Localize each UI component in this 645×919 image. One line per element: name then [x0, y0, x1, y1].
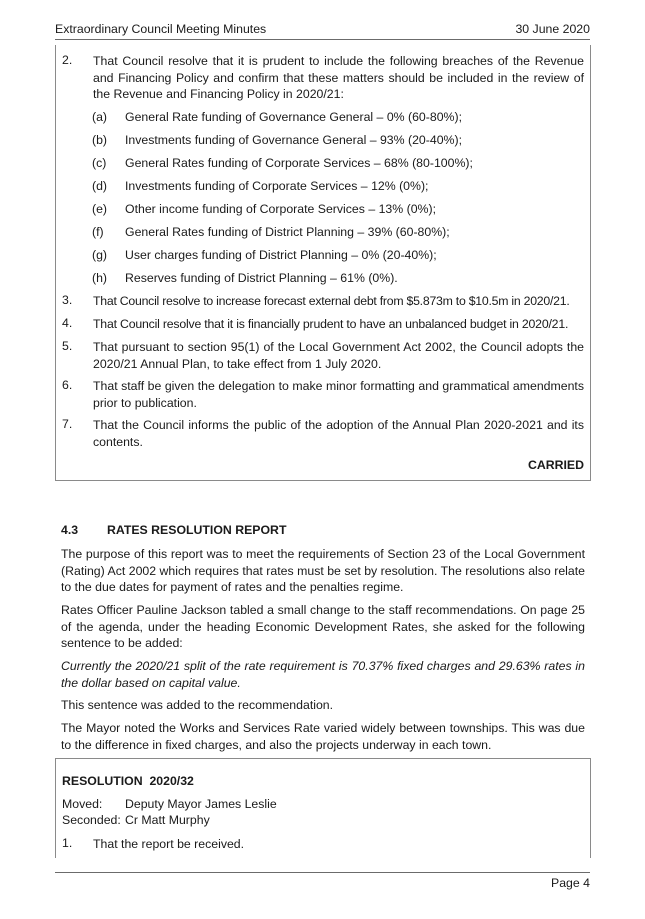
item-text: That Council resolve that it is financially prudent to have an unbalanced budget in 2020/21.	[93, 317, 569, 331]
sub-item-text: Other income funding of Corporate Services – 13% (0%);	[125, 202, 436, 216]
item-text: That pursuant to section 95(1) of the Local Government Act 2002, the Council adopts the 2020/21 Annual Plan, to take effect from 1 July 2020.	[93, 340, 584, 371]
item-number: 2.	[62, 53, 73, 67]
moved-row	[62, 797, 277, 811]
resolution-box-previous	[55, 45, 591, 481]
sub-item-text: Investments funding of Corporate Services – 12% (0%);	[125, 179, 429, 193]
sub-item-text: General Rates funding of Corporate Services – 68% (80-100%);	[125, 156, 473, 170]
sub-item-text: General Rate funding of Governance General – 0% (60-80%);	[125, 110, 462, 124]
sub-item	[92, 270, 584, 287]
section-title: RATES RESOLUTION REPORT	[107, 523, 287, 537]
resolution-item	[62, 316, 584, 333]
sub-item-letter: (c)	[92, 156, 107, 170]
quoted-sentence: Currently the 2020/21 split of the rate requirement is 70.37% fixed charges and 29.63% rates in the dollar based on capital value.	[61, 659, 585, 690]
item-number: 5.	[62, 339, 73, 353]
section-number: 4.3	[61, 523, 79, 537]
sub-item-letter: (d)	[92, 179, 108, 193]
sub-item	[92, 155, 584, 172]
item-number: 1.	[62, 836, 73, 850]
item-number: 6.	[62, 378, 73, 392]
sub-item-text: General Rates funding of District Planning – 39% (60-80%);	[125, 225, 450, 239]
sub-item	[92, 178, 584, 195]
item-text: That Council resolve that it is prudent to include the following breaches of the Revenue and Financing Policy and confirm that these matters should be included in the review of the Revenue and Financing Policy in 2020/21:	[93, 54, 584, 101]
paragraph: This sentence was added to the recommendation.	[61, 698, 334, 712]
sub-item	[92, 132, 584, 149]
moved-value: Deputy Mayor James Leslie	[125, 797, 277, 811]
seconded-value: Cr Matt Murphy	[125, 813, 210, 827]
item-text: That the report be received.	[93, 837, 245, 851]
item-number: 4.	[62, 316, 73, 330]
sub-item-letter: (g)	[92, 248, 108, 262]
sub-item-letter: (h)	[92, 271, 108, 285]
page-number: Page 4	[551, 876, 590, 890]
carried-label: CARRIED	[527, 458, 584, 472]
seconded-label: Seconded:	[62, 813, 121, 827]
resolution-item	[62, 378, 584, 411]
sub-item	[92, 247, 584, 264]
paragraph: The Mayor noted the Works and Services Rate varied widely between townships. This was due to the difference in fixed charges, and also the projects underway in each town.	[61, 721, 585, 752]
item-text: That Council resolve to increase forecast external debt from $5.873m to $10.5m in 2020/21.	[93, 294, 570, 308]
seconded-row	[62, 813, 210, 827]
resolution-item	[62, 293, 584, 310]
resolution-item	[62, 339, 584, 372]
resolution-item	[62, 53, 584, 103]
sub-item-letter: (f)	[92, 225, 104, 239]
sub-item	[92, 109, 584, 126]
resolution-item	[62, 417, 584, 450]
sub-item-letter: (b)	[92, 133, 108, 147]
item-number: 3.	[62, 293, 73, 307]
item-text: That staff be given the delegation to make minor formatting and grammatical amendments prior to publication.	[93, 379, 584, 410]
sub-item-text: Investments funding of Governance General – 93% (20-40%);	[125, 133, 462, 147]
document-date: 30 June 2020	[515, 22, 590, 36]
sub-item-text: Reserves funding of District Planning – 61% (0%).	[125, 271, 398, 285]
sub-item	[92, 201, 584, 218]
sub-item-letter: (a)	[92, 110, 108, 124]
moved-label: Moved:	[62, 797, 103, 811]
sub-item	[92, 224, 584, 241]
resolution-item	[62, 836, 584, 853]
document-title: Extraordinary Council Meeting Minutes	[55, 22, 267, 36]
resolution-title: RESOLUTION 2020/32	[62, 774, 194, 788]
sub-item-text: User charges funding of District Planning – 0% (20-40%);	[125, 248, 437, 262]
paragraph: The purpose of this report was to meet the requirements of Section 23 of the Local Government (Rating) Act 2002 which requires that rates must be set by resolution. The resolutions also relate to the due dates for payment of rates and the penalties regime.	[61, 547, 585, 594]
sub-item-letter: (e)	[92, 202, 108, 216]
footer-divider	[55, 872, 590, 873]
section-heading	[61, 523, 286, 537]
paragraph: Rates Officer Pauline Jackson tabled a small change to the staff recommendations. On page 25 of the agenda, under the heading Economic Development Rates, she asked for the following sentence to be added:	[61, 603, 585, 650]
page-header	[55, 22, 590, 40]
resolution-box	[55, 758, 591, 858]
item-text: That the Council informs the public of the adoption of the Annual Plan 2020-2021 and its contents.	[93, 418, 584, 449]
item-number: 7.	[62, 417, 73, 431]
